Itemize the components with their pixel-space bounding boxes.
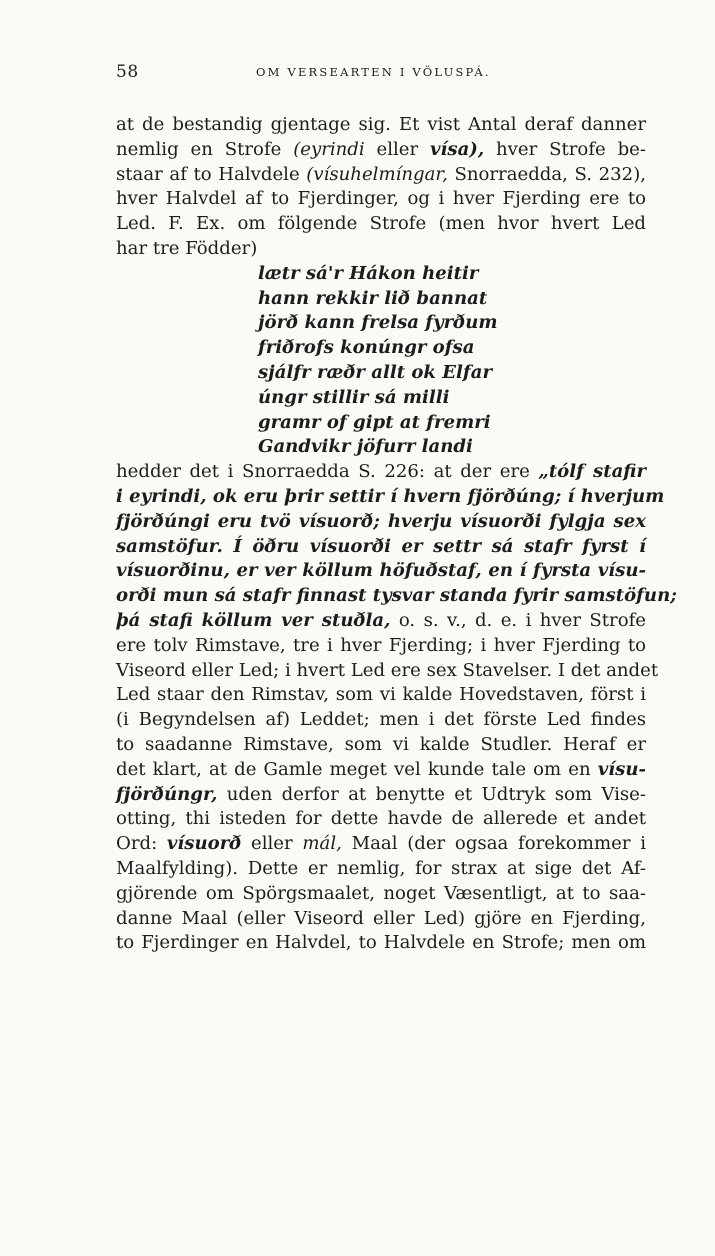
emphasized-text: þá stafi köllum ver stuðla, bbox=[116, 609, 391, 631]
text-span: sjálfr ræðr allt ok Elfar bbox=[258, 361, 492, 383]
text-span: danne Maal (eller Viseord eller Led) gjöre en Fjerding, bbox=[116, 907, 646, 929]
text-span: Maalfylding). Dette er nemlig, for strax at sige det Af- bbox=[116, 857, 646, 879]
text-span: Maal (der ogsaa forekommer i bbox=[341, 833, 646, 855]
text-span: eller bbox=[241, 833, 303, 855]
text-line bbox=[116, 907, 646, 932]
text-span: to saadanne Rimstave, som vi kalde Studler. Heraf er bbox=[116, 733, 646, 755]
text-span: staar af to Halvdele bbox=[116, 163, 307, 185]
text-span: otting, thi isteden for dette havde de allerede et andet bbox=[116, 808, 646, 830]
text-line bbox=[116, 559, 646, 584]
text-line bbox=[116, 708, 646, 733]
emphasized-text: samstöfur. Í öðru vísuorði er settr sá stafr fyrst í bbox=[116, 535, 646, 557]
verse-line bbox=[116, 336, 646, 361]
text-line bbox=[116, 485, 665, 510]
text-span: ere tolv Rimstave, tre i hver Fjerding; i hver Fjerding to bbox=[116, 634, 646, 656]
text-line bbox=[116, 758, 646, 783]
text-line bbox=[116, 659, 659, 684]
text-line bbox=[116, 163, 646, 188]
text-line bbox=[116, 807, 646, 832]
text-line bbox=[116, 237, 646, 262]
text-span: har tre Födder) bbox=[116, 237, 258, 259]
running-title: OM VERSEARTEN I VÖLUSPÁ. bbox=[256, 65, 491, 79]
text-line bbox=[116, 187, 646, 212]
text-span: nemlig en Strofe bbox=[116, 138, 294, 160]
text-span: gjörende om Spörgsmaalet, noget Væsentligt, at to saa- bbox=[116, 882, 646, 904]
text-line bbox=[116, 882, 646, 907]
text-span: friðrofs konúngr ofsa bbox=[258, 337, 475, 359]
text-line bbox=[116, 783, 646, 808]
text-line bbox=[116, 609, 646, 634]
emphasized-text: „tólf stafir bbox=[538, 461, 646, 483]
text-line bbox=[116, 584, 677, 609]
text-span: det klart, at de Gamle meget vel kunde tale om en bbox=[116, 758, 598, 780]
emphasized-text: vísuorð bbox=[166, 833, 242, 855]
text-line bbox=[116, 113, 646, 138]
text-span: hver Strofe be- bbox=[484, 138, 646, 160]
verse-line bbox=[116, 386, 646, 411]
text-span: lætr sá'r Hákon heitir bbox=[258, 262, 479, 284]
emphasized-text: i eyrindi, ok eru þrir settir í hvern fjörðúng; í hverjum bbox=[116, 485, 665, 507]
text-line bbox=[116, 138, 646, 163]
emphasized-text: (vísuhelmíngar, bbox=[306, 163, 448, 185]
text-span: uden derfor at benytte et Udtryk som Vise- bbox=[217, 783, 646, 805]
text-span: gramr of gipt at fremri bbox=[258, 411, 491, 433]
text-span: Led staar den Rimstav, som vi kalde Hovedstaven, först i bbox=[116, 684, 646, 706]
text-line bbox=[116, 510, 646, 535]
text-span: hedder det i Snorraedda S. 226: at der ere bbox=[116, 461, 539, 483]
verse-line bbox=[116, 287, 646, 312]
emphasized-text: vísuorðinu, er ver köllum höfuðstaf, en í fyrsta vísu- bbox=[116, 560, 646, 582]
text-span: jörð kann frelsa fyrðum bbox=[258, 312, 498, 334]
text-line bbox=[116, 733, 646, 758]
emphasized-text: vísa), bbox=[430, 138, 485, 160]
text-span: Viseord eller Led; i hvert Led ere sex Stavelser. I det andet bbox=[116, 659, 659, 681]
verse-line bbox=[116, 361, 646, 386]
verse-line bbox=[116, 435, 646, 460]
text-span: eller bbox=[364, 138, 430, 160]
emphasized-text: mál, bbox=[302, 833, 342, 855]
text-line bbox=[116, 460, 646, 485]
verse-line bbox=[116, 262, 646, 287]
text-span: Led. F. Ex. om fölgende Strofe (men hvor hvert Led bbox=[116, 213, 646, 235]
text-span: hver Halvdel af to Fjerdinger, og i hver Fjerding ere to bbox=[116, 188, 646, 210]
text-span: (i Begyndelsen af) Leddet; men i det förste Led findes bbox=[116, 709, 646, 731]
verse-line bbox=[116, 411, 646, 436]
text-line bbox=[116, 832, 646, 857]
verse-line bbox=[116, 311, 646, 336]
text-line bbox=[116, 931, 646, 956]
text-span: Ord: bbox=[116, 833, 167, 855]
text-span: Gandvikr jöfurr landi bbox=[258, 436, 473, 458]
emphasized-text: (eyrindi bbox=[293, 138, 365, 160]
text-line bbox=[116, 857, 646, 882]
text-span: Snorraedda, S. 232), bbox=[447, 163, 647, 185]
emphasized-text: vísu- bbox=[597, 758, 646, 780]
text-span: úngr stillir sá milli bbox=[258, 386, 450, 408]
page-number: 58 bbox=[116, 62, 139, 82]
text-line bbox=[116, 683, 646, 708]
text-span: to Fjerdinger en Halvdel, to Halvdele en Strofe; men om bbox=[116, 932, 646, 954]
text-line bbox=[116, 535, 646, 560]
text-span: o. s. v., d. e. i hver Strofe bbox=[390, 609, 646, 631]
text-line bbox=[116, 634, 646, 659]
page-header bbox=[116, 62, 646, 84]
text-span: at de bestandig gjentage sig. Et vist Antal deraf danner bbox=[116, 114, 646, 135]
emphasized-text: fjörðúngi eru tvö vísuorð; hverju vísuorði fylgja sex bbox=[116, 510, 646, 532]
body-text bbox=[116, 113, 677, 956]
emphasized-text: orði mun sá stafr finnast tysvar standa fyrir samstöfun; bbox=[116, 585, 677, 607]
text-span: hann rekkir lið bannat bbox=[258, 287, 488, 309]
emphasized-text: fjörðúngr, bbox=[116, 783, 218, 805]
text-line bbox=[116, 212, 646, 237]
